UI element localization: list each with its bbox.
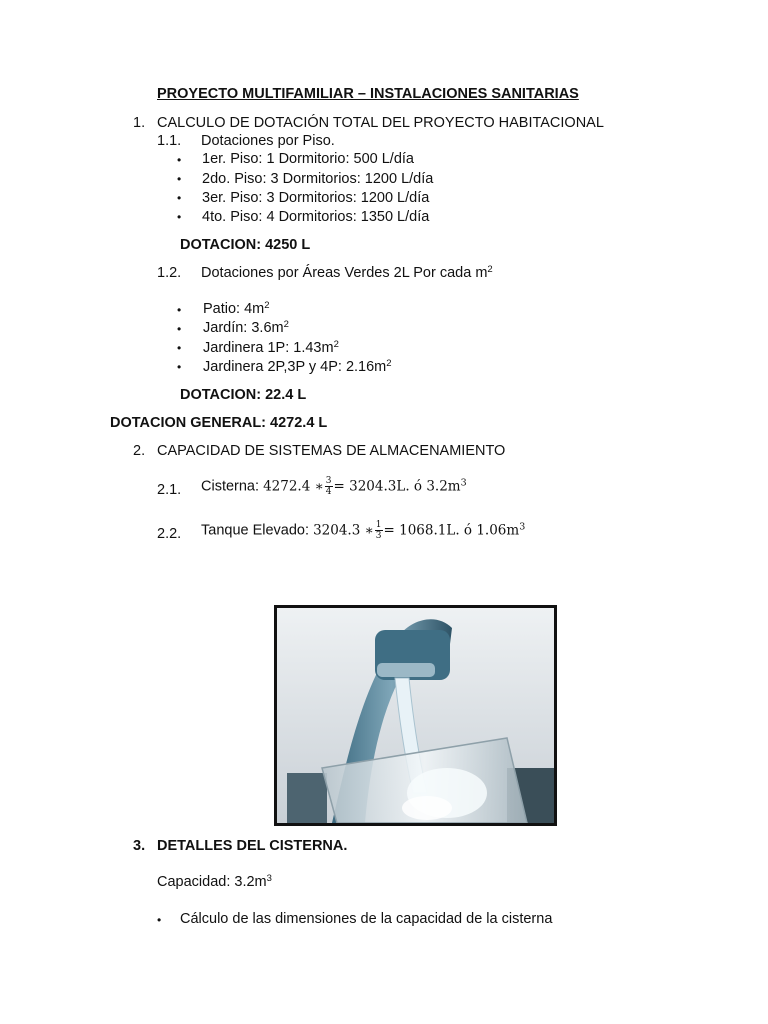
section-2-number: 2.: [133, 443, 146, 459]
list-item: Cálculo de las dimensiones de la capacidad de la cisterna: [180, 911, 553, 927]
section-3-heading: DETALLES DEL CISTERNA.: [157, 838, 348, 854]
list-item: Jardinera 1P: $1.43m^2$: [203, 339, 339, 356]
subsection-1-1-number: 1.1.: [157, 133, 182, 149]
subsection-2-1-number: 2.1.: [157, 482, 182, 498]
section-1-heading: CALCULO DE DOTACIÓN TOTAL DEL PROYECTO HABITACIONAL: [157, 115, 604, 131]
bullet-icon: •: [177, 172, 182, 186]
bullet-icon: •: [177, 360, 182, 374]
bullet-icon: •: [177, 322, 182, 336]
section-3-number: 3.: [133, 838, 146, 854]
list-item: 3er. Piso: 3 Dormitorios: 1200 L/día: [202, 190, 430, 206]
tank-formula: Tanque Elevado: 3204.3 ∗ $\frac{1}{3}$ = 1068.1L. ó $1.06m^3$: [201, 520, 526, 541]
document-title: PROYECTO MULTIFAMILIAR – INSTALACIONES SANITARIAS: [157, 86, 579, 102]
subsection-1-1-heading: Dotaciones por Piso.: [201, 133, 335, 149]
cistern-formula: Cisterna: 4272.4 ∗ $\frac{3}{4}$ = 3204.3L. ó $3.2m^3$: [201, 476, 467, 497]
bullet-icon: •: [177, 191, 182, 205]
subsection-1-2-number: 1.2.: [157, 265, 182, 281]
general-total: DOTACION GENERAL: 4272.4 L: [110, 415, 328, 431]
bullet-icon: •: [157, 913, 162, 927]
subsection-1-2-heading: Dotaciones por Áreas Verdes 2L Por cada $m^2$: [201, 264, 493, 281]
floor-total: DOTACION: 4250 L: [180, 237, 311, 253]
list-item: Jardinera 2P,3P y 4P: $2.16m^2$: [203, 358, 392, 375]
list-item: 4to. Piso: 4 Dormitorios: 1350 L/día: [202, 209, 430, 225]
list-item: Patio: $4m^2$: [203, 300, 270, 317]
bullet-icon: •: [177, 153, 182, 167]
bullet-icon: •: [177, 210, 182, 224]
list-item: 1er. Piso: 1 Dormitorio: 500 L/día: [202, 151, 414, 167]
bullet-icon: •: [177, 303, 182, 317]
subsection-2-2-number: 2.2.: [157, 526, 182, 542]
cistern-capacity: Capacidad: $3.2m^3$: [157, 873, 272, 890]
faucet-glass-illustration: [277, 608, 554, 823]
bullet-icon: •: [177, 341, 182, 355]
list-item: 2do. Piso: 3 Dormitorios: 1200 L/día: [202, 171, 434, 187]
water-glass-photo: [274, 605, 557, 826]
section-2-heading: CAPACIDAD DE SISTEMAS DE ALMACENAMIENTO: [157, 443, 506, 459]
list-item: Jardín: $3.6m^2$: [203, 319, 289, 336]
section-1-number: 1.: [133, 115, 146, 131]
green-area-total: DOTACION: 22.4 L: [180, 387, 307, 403]
